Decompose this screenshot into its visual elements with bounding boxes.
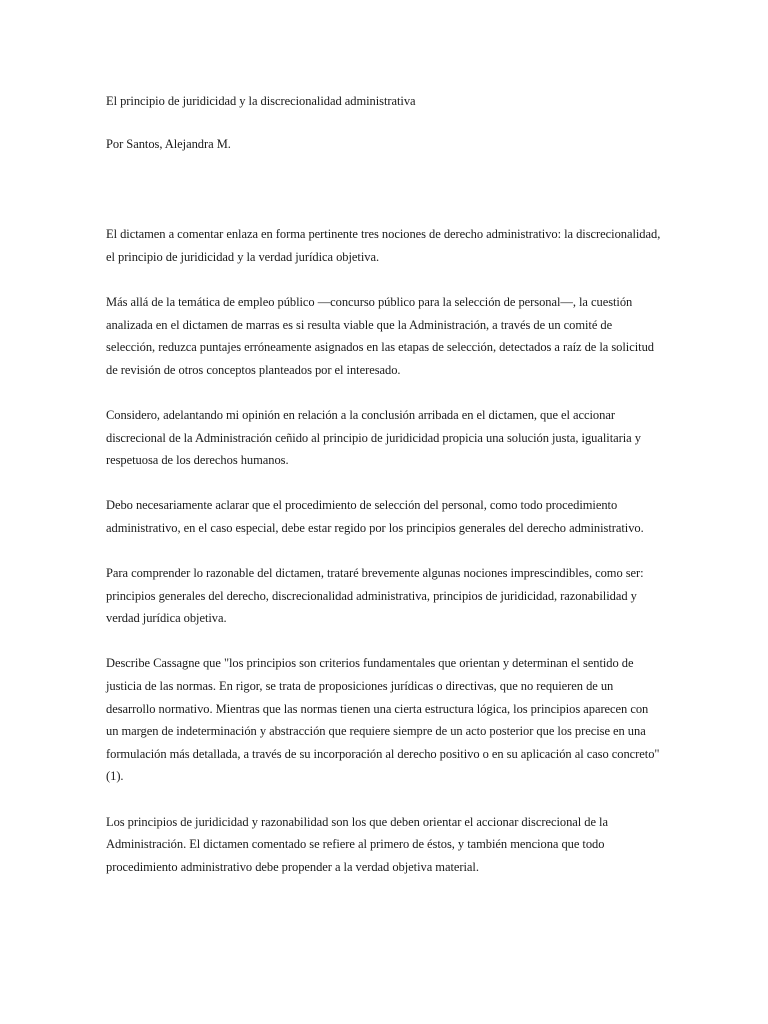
paragraph-2: Más allá de la temática de empleo público —concurso público para la selección de personal—, la cuestión analizada en el dictamen de marras es si resulta viable que la Administración, a través de un comité de selección, reduzca puntajes erróneamente asignados en las etapas de selección, detectados a raíz de la solicitud de revisión de otros conceptos planteados por el interesado. <box>106 294 654 377</box>
paragraph-1: El dictamen a comentar enlaza en forma pertinente tres nociones de derecho administrativo: la discrecionalidad, el principio de juridicidad y la verdad jurídica objetiva. <box>106 227 661 264</box>
paragraph-5: Para comprender lo razonable del dictamen, trataré brevemente algunas nociones imprescindibles, como ser: principios generales del derecho, discrecionalidad administrativa, principios de juridicidad, razonabilidad y verdad jurídica objetiva. <box>106 566 644 626</box>
paragraph-7: Los principios de juridicidad y razonabilidad son los que deben orientar el accionar discrecional de la Administración. El dictamen comentado se refiere al primero de éstos, y también menciona que todo procedimiento administrativo debe propender a la verdad objetiva material. <box>106 814 608 874</box>
document-author: Por Santos, Alejandra M. <box>106 136 231 151</box>
paragraph-3: Considero, adelantando mi opinión en relación a la conclusión arribada en el dictamen, que el accionar discrecional de la Administración ceñido al principio de juridicidad propicia una solución justa, igualitaria y respetuosa de los derechos humanos. <box>106 407 641 468</box>
document-page <box>106 90 662 901</box>
paragraph-6: Describe Cassagne que "los principios son criterios fundamentales que orientan y determinan el sentido de justicia de las normas. En rigor, se trata de proposiciones jurídicas o directivas, que no requieren de un desarrollo normativo. Mientras que las normas tienen una cierta estructura lógica, los principios aparecen con un margen de indeterminación y abstracción que requiere siempre de un acto posterior que los precise en una formulación más detallada, a través de su incorporación al derecho positivo o en su aplicación al caso concreto"(1). <box>106 656 660 784</box>
paragraph-4: Debo necesariamente aclarar que el procedimiento de selección del personal, como todo procedimiento administrativo, en el caso especial, debe estar regido por los principios generales del derecho administrativo. <box>106 498 644 535</box>
document-title: El principio de juridicidad y la discrecionalidad administrativa <box>106 94 416 108</box>
